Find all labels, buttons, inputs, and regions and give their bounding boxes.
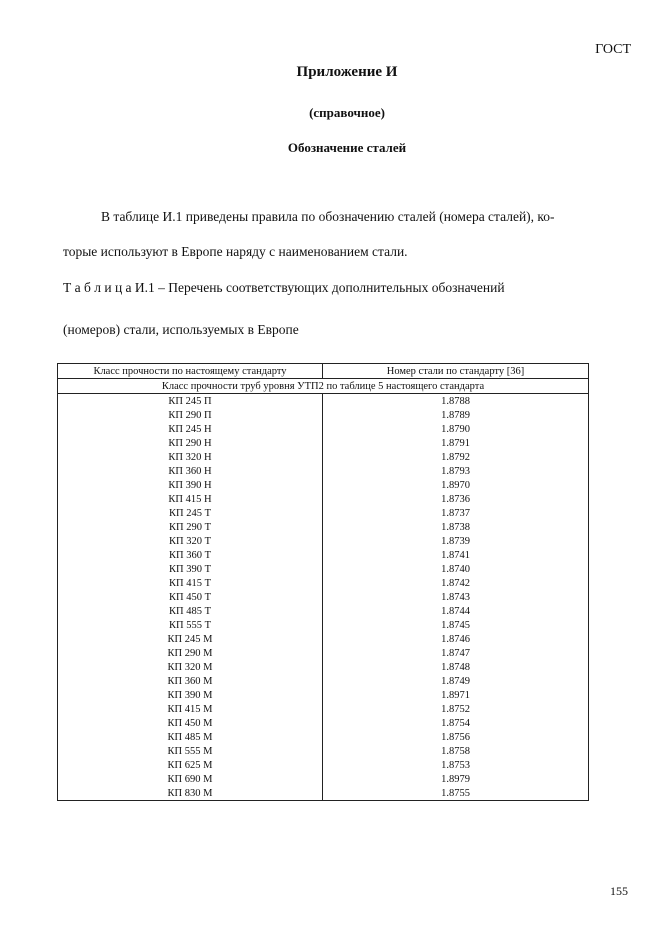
strength-class-cell: КП 690 М <box>58 772 323 786</box>
table-caption-line-2: (номеров) стали, используемых в Европе <box>63 322 299 337</box>
document-standard-label: ГОСТ <box>595 42 631 57</box>
steel-number-cell: 1.8971 <box>323 688 589 702</box>
table-row <box>58 716 589 730</box>
strength-class-cell: КП 360 Н <box>58 464 323 478</box>
table-row <box>58 492 589 506</box>
strength-class-cell: КП 360 Т <box>58 548 323 562</box>
strength-class-cell: КП 555 Т <box>58 618 323 632</box>
steel-number-cell: 1.8788 <box>323 394 589 409</box>
strength-class-cell: КП 245 П <box>58 394 323 409</box>
steel-number-cell: 1.8746 <box>323 632 589 646</box>
steel-number-cell: 1.8744 <box>323 604 589 618</box>
strength-class-cell: КП 390 Н <box>58 478 323 492</box>
steel-number-cell: 1.8754 <box>323 716 589 730</box>
steel-number-cell: 1.8756 <box>323 730 589 744</box>
table-row <box>58 506 589 520</box>
table-row <box>58 450 589 464</box>
strength-class-cell: КП 830 М <box>58 786 323 801</box>
steel-number-cell: 1.8792 <box>323 450 589 464</box>
table-row <box>58 408 589 422</box>
steel-number-cell: 1.8753 <box>323 758 589 772</box>
table-row <box>58 464 589 478</box>
steel-number-cell: 1.8745 <box>323 618 589 632</box>
steel-number-cell: 1.8979 <box>323 772 589 786</box>
steel-number-cell: 1.8791 <box>323 436 589 450</box>
strength-class-cell: КП 390 Т <box>58 562 323 576</box>
table-row <box>58 758 589 772</box>
table-row <box>58 702 589 716</box>
strength-class-cell: КП 485 Т <box>58 604 323 618</box>
steel-number-cell: 1.8755 <box>323 786 589 801</box>
steel-number-cell: 1.8747 <box>323 646 589 660</box>
steel-number-cell: 1.8742 <box>323 576 589 590</box>
table-group-row <box>58 379 589 394</box>
table-row <box>58 576 589 590</box>
table-row <box>58 744 589 758</box>
appendix-title: Приложение И <box>296 64 398 80</box>
strength-class-cell: КП 320 М <box>58 660 323 674</box>
steel-number-cell: 1.8748 <box>323 660 589 674</box>
table-header-row <box>58 364 589 379</box>
steel-number-cell: 1.8749 <box>323 674 589 688</box>
table-row <box>58 590 589 604</box>
table-row <box>58 436 589 450</box>
strength-class-cell: КП 320 Н <box>58 450 323 464</box>
table-row <box>58 604 589 618</box>
strength-class-cell: КП 625 М <box>58 758 323 772</box>
table-row <box>58 534 589 548</box>
table-row <box>58 660 589 674</box>
intro-paragraph-line-1: В таблице И.1 приведены правила по обозначению сталей (номера сталей), ко- <box>101 209 555 224</box>
strength-class-cell: КП 415 М <box>58 702 323 716</box>
table-group-label: Класс прочности труб уровня УТП2 по таблице 5 настоящего стандарта <box>58 379 589 394</box>
strength-class-cell: КП 290 М <box>58 646 323 660</box>
steel-number-cell: 1.8758 <box>323 744 589 758</box>
table-row <box>58 520 589 534</box>
steel-number-cell: 1.8743 <box>323 590 589 604</box>
steel-number-cell: 1.8740 <box>323 562 589 576</box>
steel-designation-table <box>57 363 589 801</box>
strength-class-cell: КП 415 Н <box>58 492 323 506</box>
intro-paragraph-line-2: торые используют в Европе наряду с наименованием стали. <box>63 244 408 259</box>
table-row <box>58 772 589 786</box>
table-row <box>58 562 589 576</box>
strength-class-cell: КП 245 Т <box>58 506 323 520</box>
steel-number-cell: 1.8970 <box>323 478 589 492</box>
table-row <box>58 688 589 702</box>
table-row <box>58 632 589 646</box>
strength-class-cell: КП 320 Т <box>58 534 323 548</box>
steel-number-cell: 1.8738 <box>323 520 589 534</box>
strength-class-cell: КП 360 М <box>58 674 323 688</box>
steel-number-cell: 1.8793 <box>323 464 589 478</box>
strength-class-cell: КП 485 М <box>58 730 323 744</box>
table-row <box>58 730 589 744</box>
strength-class-cell: КП 290 Т <box>58 520 323 534</box>
strength-class-cell: КП 450 М <box>58 716 323 730</box>
column-header-steel-number: Номер стали по стандарту [36] <box>323 364 589 379</box>
table-row <box>58 786 589 801</box>
steel-number-cell: 1.8789 <box>323 408 589 422</box>
steel-number-cell: 1.8737 <box>323 506 589 520</box>
strength-class-cell: КП 245 Н <box>58 422 323 436</box>
strength-class-cell: КП 415 Т <box>58 576 323 590</box>
table-row <box>58 478 589 492</box>
table-row <box>58 394 589 409</box>
steel-number-cell: 1.8736 <box>323 492 589 506</box>
table-caption-line-1: Т а б л и ц а И.1 – Перечень соответствующих дополнительных обозначений <box>63 280 505 295</box>
steel-number-cell: 1.8752 <box>323 702 589 716</box>
table-row <box>58 548 589 562</box>
steel-number-cell: 1.8790 <box>323 422 589 436</box>
table-row <box>58 646 589 660</box>
page-number: 155 <box>610 884 628 898</box>
strength-class-cell: КП 290 П <box>58 408 323 422</box>
strength-class-cell: КП 245 М <box>58 632 323 646</box>
table-row <box>58 618 589 632</box>
steel-number-cell: 1.8739 <box>323 534 589 548</box>
appendix-heading: Обозначение сталей <box>287 140 407 155</box>
steel-number-cell: 1.8741 <box>323 548 589 562</box>
strength-class-cell: КП 555 М <box>58 744 323 758</box>
strength-class-cell: КП 390 М <box>58 688 323 702</box>
column-header-strength-class: Класс прочности по настоящему стандарту <box>58 364 323 379</box>
strength-class-cell: КП 450 Т <box>58 590 323 604</box>
table-row <box>58 422 589 436</box>
strength-class-cell: КП 290 Н <box>58 436 323 450</box>
appendix-subtitle: (справочное) <box>309 105 385 120</box>
table-row <box>58 674 589 688</box>
